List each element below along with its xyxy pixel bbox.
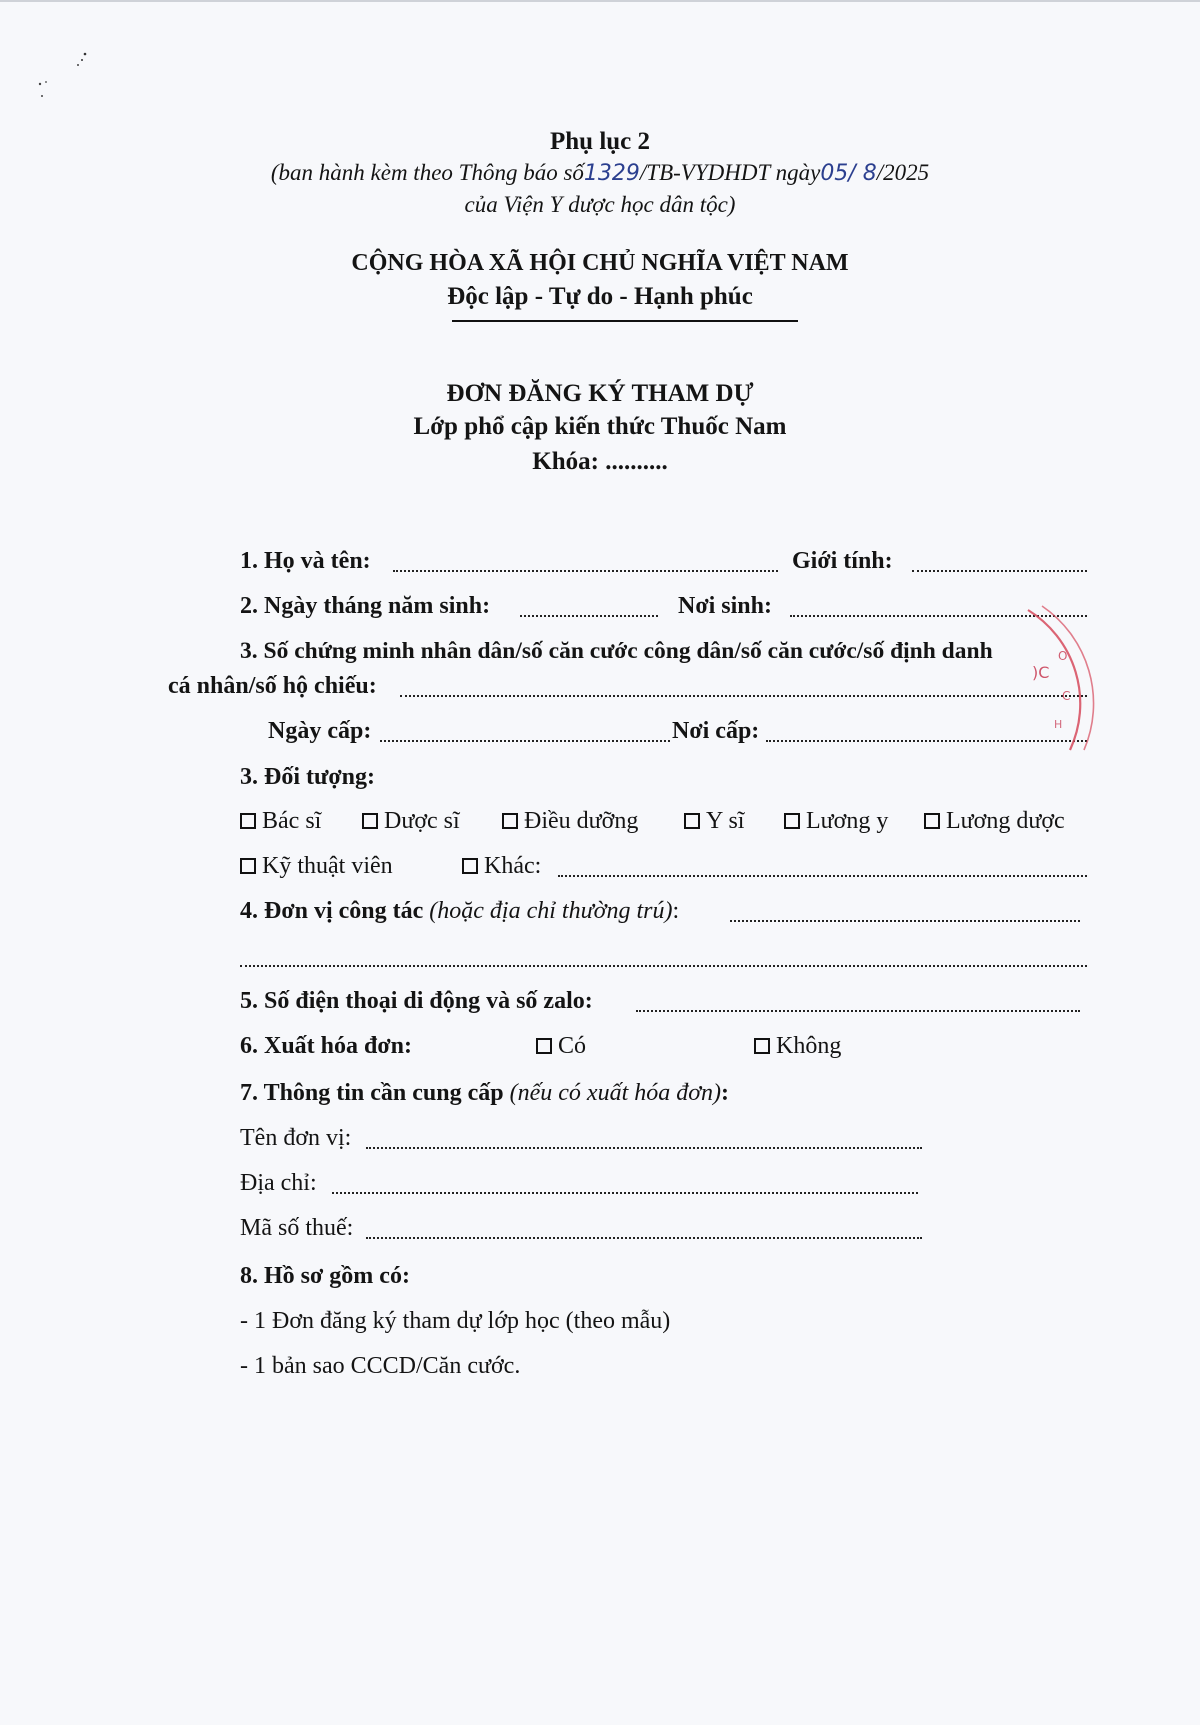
field-invoice-info [240, 1080, 729, 1107]
field-target-label: 3. Đối tượng: [240, 764, 376, 790]
workplace-input-line[interactable] [730, 920, 1080, 922]
option-label: Kỹ thuật viên [262, 853, 393, 879]
target-option-traditional-pharmacist[interactable] [924, 808, 1065, 835]
svg-text:)C: )C [1032, 663, 1050, 682]
checkbox[interactable] [502, 813, 518, 829]
option-label: Không [776, 1033, 842, 1059]
appendix-title: Phụ lục 2 [549, 128, 651, 155]
svg-text:C: C [1062, 689, 1071, 703]
field-invoice-info-label: 7. Thông tin cần cung cấp [240, 1080, 504, 1106]
gender-input-line[interactable] [912, 570, 1087, 572]
field-unit-label: Tên đơn vị: [240, 1125, 352, 1151]
address-input-line[interactable] [332, 1192, 918, 1194]
svg-text:H: H [1054, 718, 1063, 731]
scan-edge [0, 0, 1200, 2]
doc-item-1: - 1 Đơn đăng ký tham dự lớp học (theo mẫu) [240, 1308, 671, 1334]
unit-input-line[interactable] [366, 1147, 922, 1149]
option-label: Bác sĩ [262, 808, 322, 834]
id-number-input-line[interactable] [400, 695, 1087, 697]
field-workplace-colon: : [672, 898, 680, 924]
checkbox[interactable] [462, 858, 478, 874]
field-invoice-info-colon: : [721, 1080, 730, 1106]
target-option-technician[interactable] [240, 853, 393, 880]
field-address-label: Địa chỉ: [240, 1170, 317, 1196]
field-phone-label: 5. Số điện thoại di động và số zalo: [240, 988, 593, 1014]
checkbox[interactable] [754, 1038, 770, 1054]
checkbox[interactable] [684, 813, 700, 829]
country-name: CỘNG HÒA XÃ HỘI CHỦ NGHĨA VIỆT NAM [351, 250, 849, 276]
phone-input-line[interactable] [636, 1010, 1080, 1012]
form-title: ĐƠN ĐĂNG KÝ THAM DỰ [446, 380, 754, 407]
option-label: Dược sĩ [384, 808, 460, 834]
checkbox[interactable] [240, 813, 256, 829]
issued-line [0, 160, 1200, 186]
field-tax-label: Mã số thuế: [240, 1215, 354, 1241]
target-option-traditional-healer[interactable] [784, 808, 888, 835]
option-label: Điều dưỡng [524, 808, 639, 834]
other-input-line[interactable] [558, 875, 1087, 877]
handwritten-date: 05/ 8 [820, 161, 877, 186]
checkbox[interactable] [362, 813, 378, 829]
option-label: Khác: [484, 853, 542, 879]
field-invoice-label: 6. Xuất hóa đơn: [240, 1033, 412, 1059]
national-motto: Độc lập - Tự do - Hạnh phúc [447, 283, 753, 310]
issued-prefix: (ban hành kèm theo Thông báo số [270, 160, 584, 185]
scan-specks [30, 48, 100, 108]
target-option-nurse[interactable] [502, 808, 638, 835]
field-workplace-label: 4. Đơn vị công tác [240, 898, 424, 924]
issued-by: của Viện Y dược học dân tộc) [464, 192, 736, 217]
target-option-doctor[interactable] [240, 808, 321, 835]
workplace-input-line-2[interactable] [240, 965, 1087, 967]
field-invoice-info-note: (nếu có xuất hóa đơn) [509, 1080, 722, 1106]
target-option-other[interactable] [462, 853, 541, 880]
field-docs-label: 8. Hồ sơ gồm có: [240, 1263, 410, 1289]
option-label: Lương dược [946, 808, 1065, 834]
field-issue-place-label: Nơi cấp: [672, 718, 760, 744]
svg-text:O: O [1058, 649, 1068, 663]
field-name-label: 1. Họ và tên: [240, 548, 371, 574]
invoice-option-no[interactable] [754, 1033, 841, 1060]
red-seal-stamp-fragment [1010, 600, 1130, 770]
issued-year: /2025 [876, 160, 930, 185]
field-gender-label: Giới tính: [792, 548, 893, 574]
field-issue-date-label: Ngày cấp: [268, 718, 372, 744]
field-workplace [240, 898, 679, 925]
option-label: Có [558, 1033, 587, 1059]
issued-middle: /TB-VYDHDT ngày [639, 160, 821, 185]
field-id-label-line1: 3. Số chứng minh nhân dân/số căn cước công dân/số căn cước/số định danh [240, 638, 993, 664]
checkbox[interactable] [784, 813, 800, 829]
field-birthplace-label: Nơi sinh: [678, 593, 772, 619]
checkbox[interactable] [240, 858, 256, 874]
form-subtitle: Lớp phổ cập kiến thức Thuốc Nam [413, 413, 787, 440]
motto-underline [452, 320, 798, 322]
handwritten-number: 1329 [583, 161, 640, 186]
option-label: Lương y [806, 808, 889, 834]
target-option-assistant-doctor[interactable] [684, 808, 744, 835]
target-option-pharmacist[interactable] [362, 808, 460, 835]
course-label: Khóa: .......... [532, 448, 668, 475]
checkbox[interactable] [924, 813, 940, 829]
dob-input-line[interactable] [520, 615, 658, 617]
tax-input-line[interactable] [366, 1237, 922, 1239]
doc-item-2: - 1 bản sao CCCD/Căn cước. [240, 1353, 521, 1379]
field-dob-label: 2. Ngày tháng năm sinh: [240, 593, 491, 619]
option-label: Y sĩ [706, 808, 745, 834]
issue-date-input-line[interactable] [380, 740, 670, 742]
checkbox[interactable] [536, 1038, 552, 1054]
invoice-option-yes[interactable] [536, 1033, 586, 1060]
field-id-label-line2: cá nhân/số hộ chiếu: [168, 673, 377, 699]
field-workplace-note: (hoặc địa chỉ thường trú) [429, 898, 673, 924]
name-input-line[interactable] [393, 570, 778, 572]
